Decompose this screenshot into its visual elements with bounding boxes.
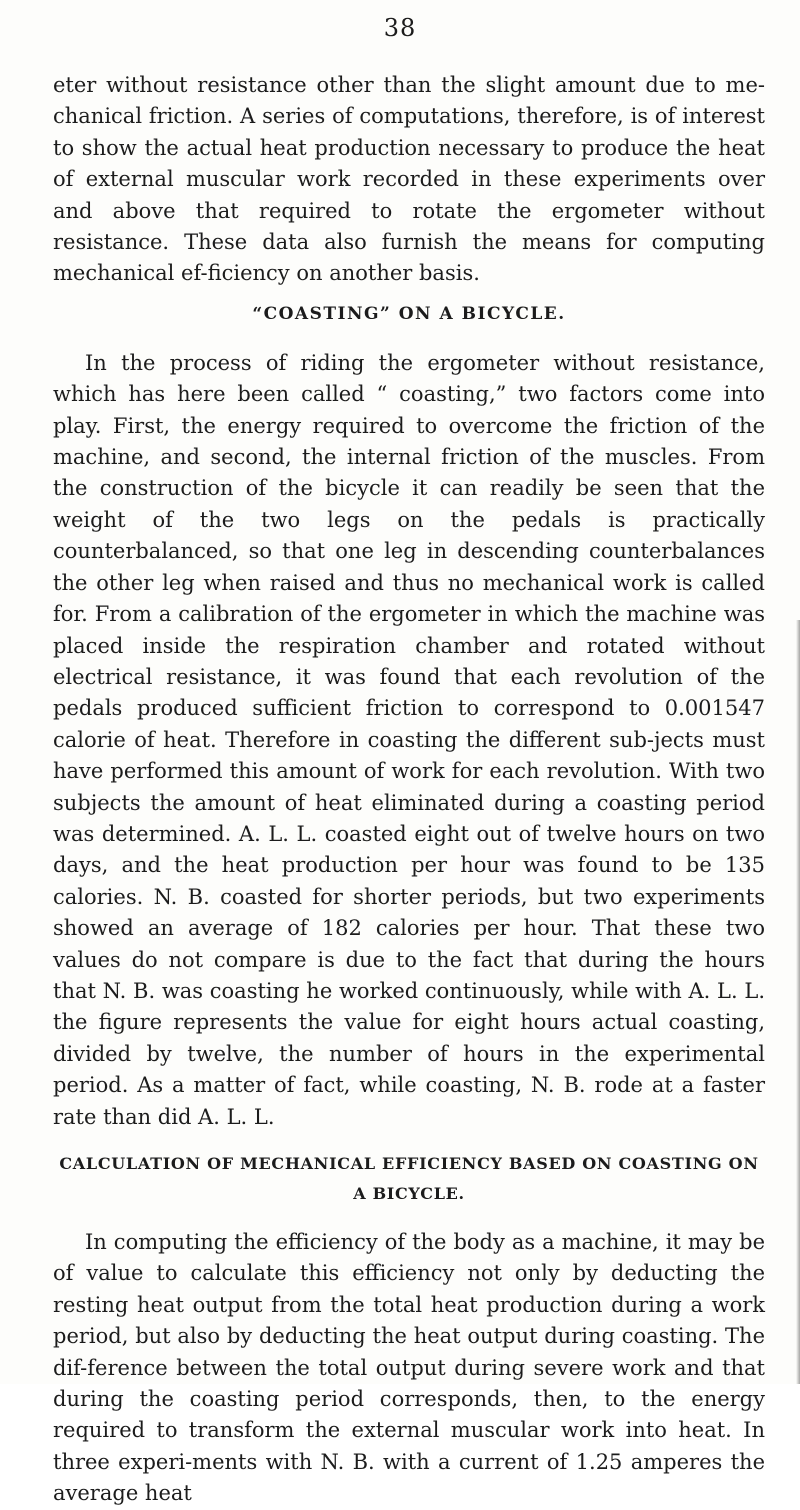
- page-number: 38: [383, 14, 417, 42]
- page-body: [53, 70, 765, 1510]
- section-heading-calculation: CALCULATION OF MECHANICAL EFFICIENCY BASED ON COASTING ON A BICYCLE.: [59, 1154, 759, 1203]
- paragraph-continuation: eter without resistance other than the slight amount due to me-chanical friction. A series of computations, therefore, is of interest to show the actual heat production necessary to produce the heat of external muscular work recorded in these experiments over and above that required to rotate the ergometer without resistance. These data also furnish the means for computing mechanical ef-ficiency on another basis.: [53, 73, 765, 286]
- section-heading-coasting: “COASTING” ON A BICYCLE.: [252, 303, 566, 324]
- paragraph-coasting: In the process of riding the ergometer without resistance, which has here been called “ coasting,” two factors come into play. First, the energy required to overcome the friction of the machine, and second, the internal friction of the muscles. From the construction of the bicycle it can readily be seen that the weight of the two legs on the pedals is practically counterbalanced, so that one leg in descending counterbalances the other leg when raised and thus no mechanical work is called for. From a calibration of the ergometer in which the machine was placed inside the respiration chamber and rotated without electrical resistance, it was found that each revolution of the pedals produced sufficient friction to correspond to 0.001547 calorie of heat. Therefore in coasting the different sub-jects must have performed this amount of work for each revolution. With two subjects the amount of heat eliminated during a coasting period was determined. A. L. L. coasted eight out of twelve hours on two days, and the heat production per hour was found to be 135 calories. N. B. coasted for shorter periods, but two experiments showed an average of 182 calories per hour. That these two values do not compare is due to the fact that during the hours that N. B. was coasting he worked continuously, while with A. L. L. the figure represents the value for eight hours actual coasting, divided by twelve, the number of hours in the experimental period. As a matter of fact, while coasting, N. B. rode at a faster rate than did A. L. L.: [53, 350, 765, 1129]
- scan-shadow-edge: [796, 620, 800, 1384]
- paragraph-efficiency: In computing the efficiency of the body as a machine, it may be of value to calculate this efficiency not only by deducting the resting heat output from the total heat production during a work period, but also by deducting the heat output during coasting. The dif-ference between the total output during severe work and that during the coasting period corresponds, then, to the energy required to transform the external muscular work into heat. In three experi-ments with N. B. with a current of 1.25 amperes the average heat: [53, 1230, 765, 1506]
